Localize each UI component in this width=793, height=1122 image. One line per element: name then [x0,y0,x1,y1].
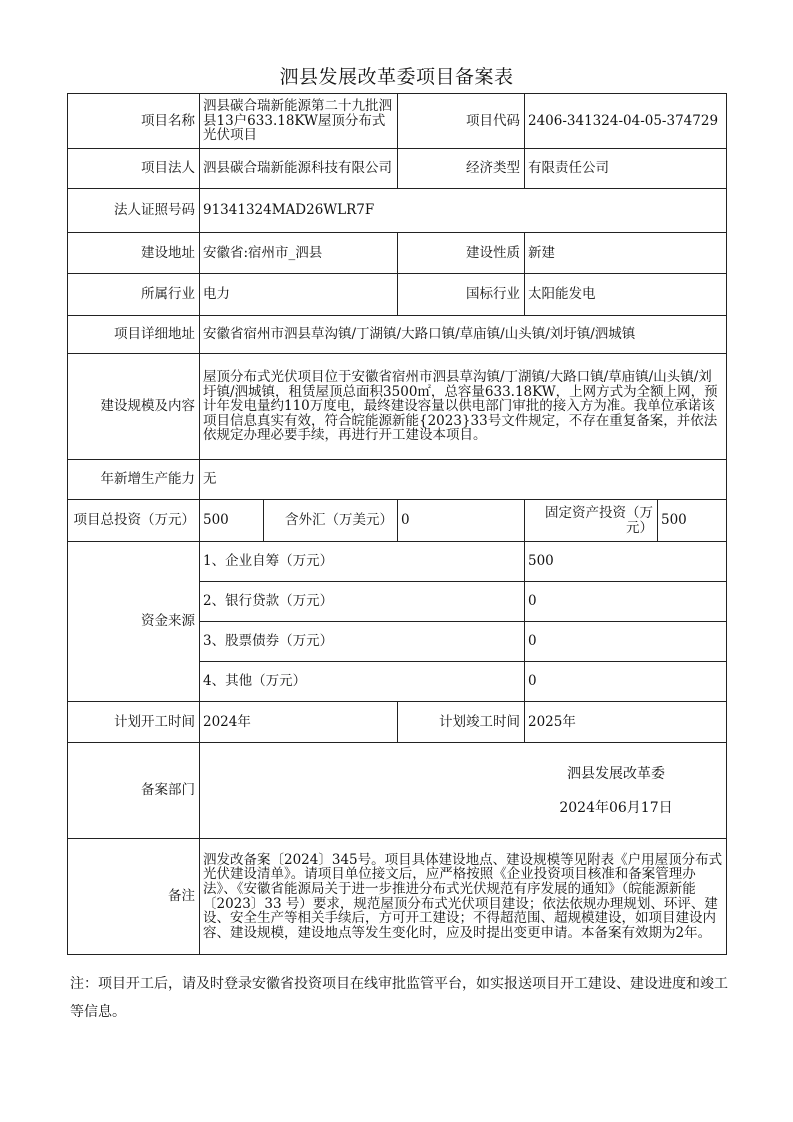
fund-label: 资金来源 [68,542,200,702]
fund-item-label: 2、银行贷款（万元） [200,582,525,622]
fund-item-value: 500 [525,542,727,582]
dept-cell [200,743,727,839]
fund-item-value: 0 [525,622,727,662]
remark-value: 泗发改备案〔2024〕345号。项目具体建设地点、建设规模等见附表《户用屋顶分布式光伏建设清单》。请项目单位接文后，应严格按照《企业投资项目核准和备案管理办法》、《安徽省能源局关于进一步推进分布式光伏规范有序发展的通知》（皖能源新能〔2023〕33 号）要求，规范屋顶分布式光伏项目建设；依法依规办理规划、环评、建设、安全生产等相关手续后，方可开工建设；不得超范围、超规模建设，如项目建设内容、建设规模，建设地点等发生变化时，应及时提出变更申请。本备案有效期为2年。 [200,839,727,955]
scale-value: 屋顶分布式光伏项目位于安徽省宿州市泗县草沟镇/丁湖镇/大路口镇/草庙镇/山头镇/刘圩镇/泗城镇，租赁屋顶总面积3500㎡，总容量633.18KW，上网方式为全额上网，预计年发电量约110万度电，最终建设容量以供电部门审批的接入方为准。我单位承诺该项目信息真实有效，符合皖能源新能{2023}33号文件规定，不存在重复备案，并依法依规定办理必要手续，再进行开工建设本项目。 [200,354,727,460]
capacity-value: 无 [200,460,727,500]
fixed-invest-value: 500 [658,500,727,542]
project-name-value: 泗县碳合瑞新能源第二十九批泗县13户633.18KW屋顶分布式光伏项目 [200,94,398,149]
row-investment [68,500,727,542]
start-value: 2024年 [200,702,398,743]
row-schedule [68,702,727,743]
forex-label: 含外汇（万美元） [264,500,398,542]
remark-label: 备注 [68,839,200,955]
dept-date: 2024年06月17日 [559,799,673,816]
fund-row [68,542,727,582]
fund-item-label: 3、股票债券（万元） [200,622,525,662]
fund-item-label: 1、企业自筹（万元） [200,542,525,582]
start-label: 计划开工时间 [68,702,200,743]
capacity-label: 年新增生产能力 [68,460,200,500]
nature-label: 建设性质 [398,233,525,274]
end-value: 2025年 [525,702,727,743]
row-capacity [68,460,727,500]
scale-label: 建设规模及内容 [68,354,200,460]
row-address [68,316,727,354]
address-value: 安徽省宿州市泗县草沟镇/丁湖镇/大路口镇/草庙镇/山头镇/刘圩镇/泗城镇 [200,316,727,354]
filing-table [67,93,727,955]
end-label: 计划竣工时间 [398,702,525,743]
legal-person-value: 泗县碳合瑞新能源科技有限公司 [200,149,398,189]
dept-label: 备案部门 [68,743,200,839]
project-code-label: 项目代码 [398,94,525,149]
row-scale [68,354,727,460]
industry-label: 所属行业 [68,274,200,316]
economy-type-label: 经济类型 [398,149,525,189]
project-code-value: 2406-341324-04-05-374729 [525,94,727,149]
license-label: 法人证照号码 [68,189,200,233]
site-value: 安徽省:宿州市_泗县 [200,233,398,274]
row-industry [68,274,727,316]
fund-item-value: 0 [525,582,727,622]
economy-type-value: 有限责任公司 [525,149,727,189]
address-label: 项目详细地址 [68,316,200,354]
form-title: 泗县发展改革委项目备案表 [279,66,514,88]
industry-value: 电力 [200,274,398,316]
footnote: 注：项目开工后，请及时登录安徽省投资项目在线审批监管平台，如实报送项目开工建设、建设进度和竣工等信息。 [70,976,728,1020]
row-site [68,233,727,274]
total-invest-label: 项目总投资（万元） [68,500,200,542]
national-industry-value: 太阳能发电 [525,274,727,316]
national-industry-label: 国标行业 [398,274,525,316]
nature-value: 新建 [525,233,727,274]
row-dept [68,743,727,839]
dept-name: 泗县发展改革委 [567,765,665,782]
fixed-invest-label: 固定资产投资（万元） [525,500,658,542]
row-project-name [68,94,727,149]
fund-item-label: 4、其他（万元） [200,662,525,702]
total-invest-value: 500 [200,500,264,542]
legal-person-label: 项目法人 [68,149,200,189]
row-license [68,189,727,233]
fund-item-value: 0 [525,662,727,702]
site-label: 建设地址 [68,233,200,274]
row-remark [68,839,727,955]
project-name-label: 项目名称 [68,94,200,149]
row-legal-person [68,149,727,189]
license-value: 91341324MAD26WLR7F [200,189,727,233]
forex-value: 0 [398,500,525,542]
